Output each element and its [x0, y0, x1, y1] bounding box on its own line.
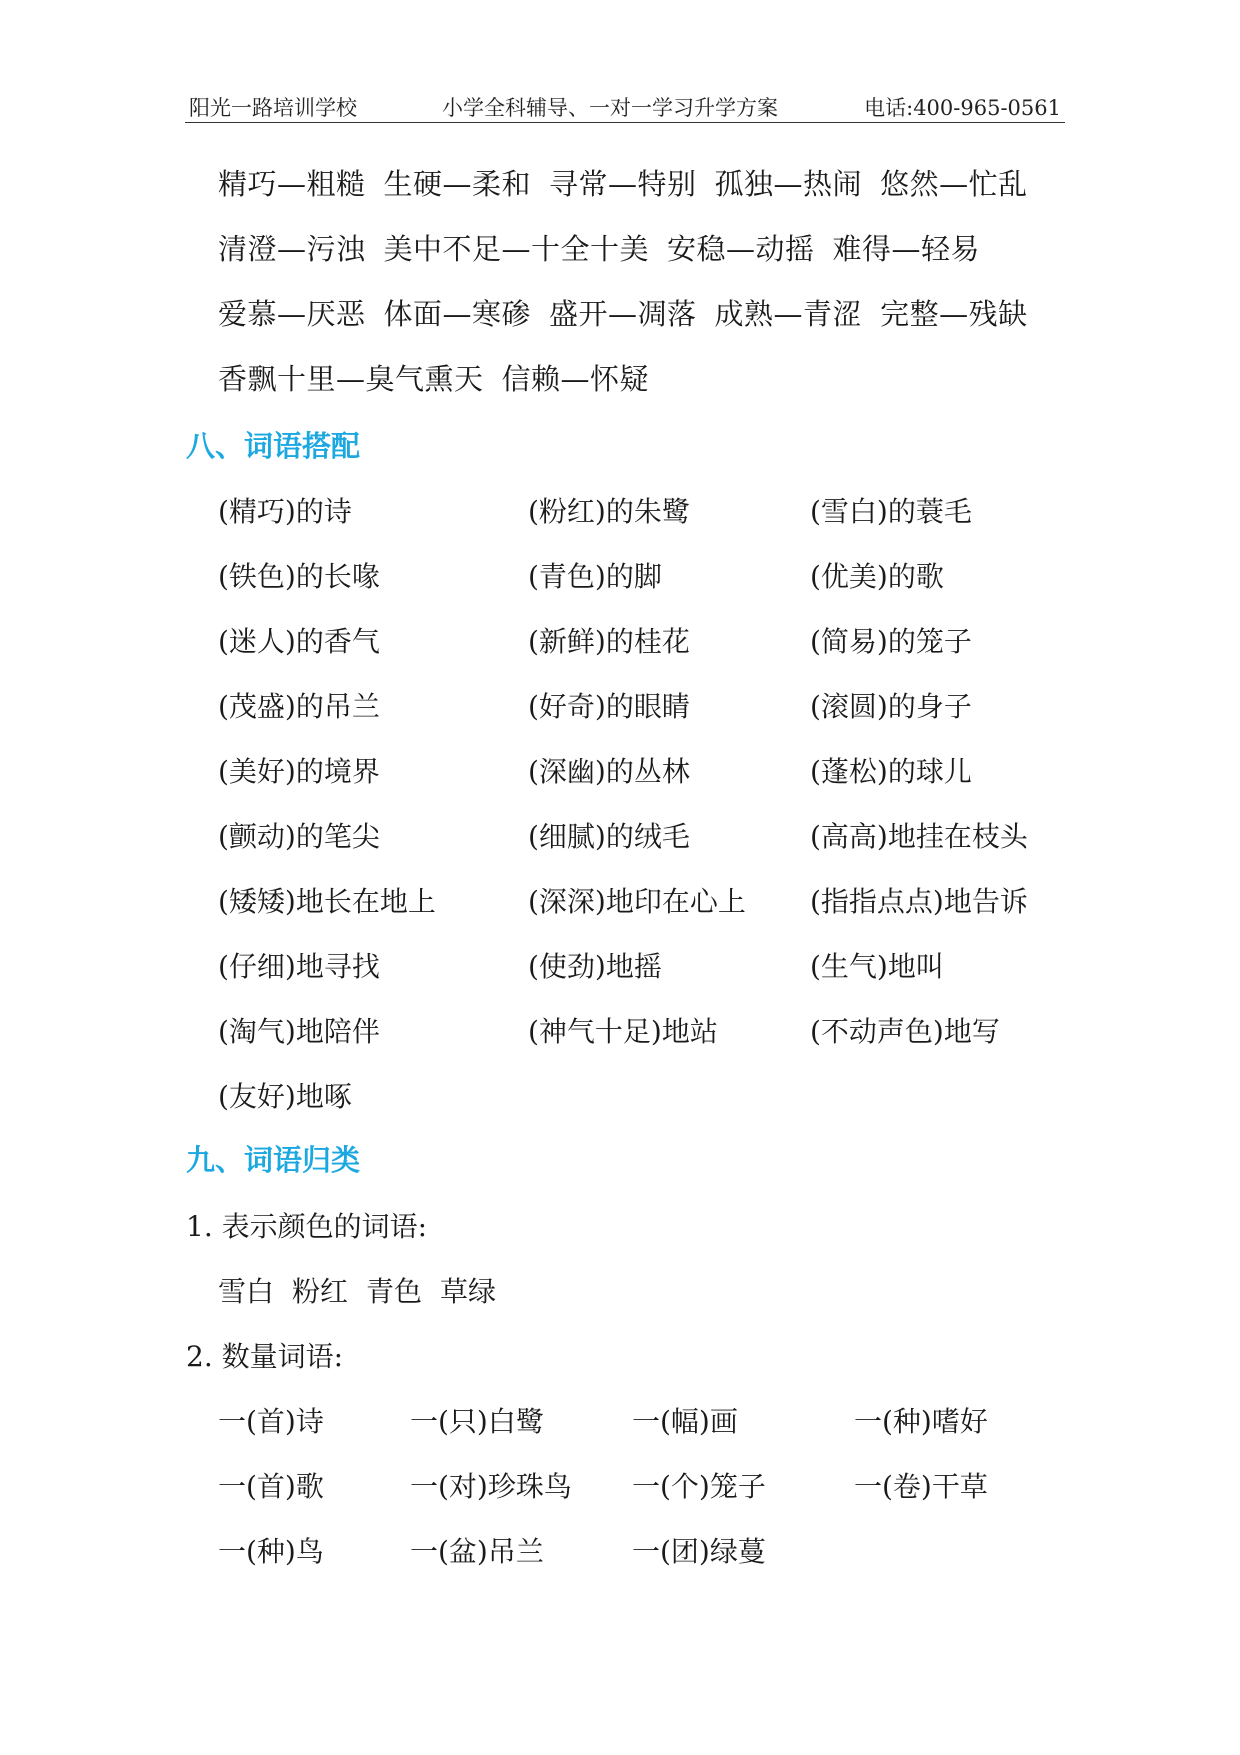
color-word: 草绿 [440, 1275, 497, 1308]
quantity-word: 一(种)嗜好 [854, 1405, 988, 1438]
word-pairing-item: (友好)地啄 [218, 1080, 352, 1113]
antonym-pair: 成熟—青涩 [714, 297, 863, 331]
word-pairing-item: (雪白)的蓑毛 [810, 495, 972, 528]
quantity-word: 一(团)绿蔓 [632, 1535, 766, 1568]
antonym-pair: 精巧—粗糙 [218, 167, 366, 201]
antonym-pair: 信赖—怀疑 [501, 362, 650, 396]
antonym-pair: 难得—轻易 [832, 232, 981, 266]
word-pairing-item: (新鲜)的桂花 [528, 625, 690, 658]
color-word: 雪白 [218, 1275, 275, 1308]
section-9-title: 九、词语归类 [186, 1143, 361, 1177]
word-pairing-item: (美好)的境界 [218, 755, 380, 788]
antonym-pair: 安稳—动摇 [667, 232, 815, 266]
word-pairing-item: (高高)地挂在枝头 [810, 820, 1028, 853]
section-8-title: 八、词语搭配 [186, 429, 361, 463]
word-pairing-item: (滚圆)的身子 [810, 690, 972, 723]
word-pairing-item: (深深)地印在心上 [528, 885, 746, 918]
antonym-pair: 清澄—污浊 [218, 232, 366, 266]
quantity-words-heading: 2. 数量词语: [186, 1340, 344, 1373]
word-pairing-item: (不动声色)地写 [810, 1015, 1000, 1048]
word-pairing-item: (颤动)的笔尖 [218, 820, 380, 853]
antonym-line [218, 357, 667, 398]
word-pairing-item: (茂盛)的吊兰 [218, 690, 380, 723]
quantity-word: 一(种)鸟 [218, 1535, 324, 1568]
quantity-word: 一(首)歌 [218, 1470, 324, 1503]
antonym-pair: 悠然—忙乱 [880, 167, 1028, 201]
quantity-word: 一(只)白鹭 [410, 1405, 544, 1438]
word-pairing-item: (深幽)的丛林 [528, 755, 690, 788]
word-pairing-item: (指指点点)地告诉 [810, 885, 1028, 918]
header-slogan: 小学全科辅导、一对一学习升学方案 [442, 96, 778, 120]
word-pairing-item: (使劲)地摇 [528, 950, 662, 983]
quantity-word: 一(对)珍珠鸟 [410, 1470, 572, 1503]
word-pairing-item: (生气)地叫 [810, 950, 944, 983]
color-words-heading: 1. 表示颜色的词语: [186, 1210, 428, 1243]
word-pairing-item: (神气十足)地站 [528, 1015, 718, 1048]
quantity-word: 一(个)笼子 [632, 1470, 766, 1503]
word-pairing-item: (简易)的笼子 [810, 625, 972, 658]
phone-number: 电话:400-965-0561 [864, 96, 1061, 120]
antonym-line [218, 292, 1046, 333]
word-pairing-item: (仔细)地寻找 [218, 950, 380, 983]
antonym-pair: 完整—残缺 [880, 297, 1028, 331]
quantity-word: 一(卷)干草 [854, 1470, 988, 1503]
quantity-word: 一(盆)吊兰 [410, 1535, 544, 1568]
word-pairing-item: (迷人)的香气 [218, 625, 380, 658]
antonym-line [218, 227, 998, 268]
word-pairing-item: (铁色)的长喙 [218, 560, 380, 593]
word-pairing-item: (好奇)的眼睛 [528, 690, 690, 723]
quantity-word: 一(首)诗 [218, 1405, 324, 1438]
color-words-list [218, 1270, 514, 1310]
antonym-pair: 香飘十里—臭气熏天 [218, 362, 484, 396]
word-pairing-item: (粉红)的朱鹭 [528, 495, 690, 528]
word-pairing-item: (细腻)的绒毛 [528, 820, 690, 853]
antonym-pair: 盛开—凋落 [549, 297, 697, 331]
antonym-pair: 美中不足—十全十美 [383, 232, 650, 266]
word-pairing-item: (优美)的歌 [810, 560, 944, 593]
antonym-line [218, 162, 1046, 203]
page-header [185, 88, 1065, 123]
school-name: 阳光一路培训学校 [189, 96, 357, 120]
word-pairing-item: (矮矮)地长在地上 [218, 885, 436, 918]
antonym-pair: 孤独—热闹 [714, 167, 863, 201]
word-pairing-item: (蓬松)的球儿 [810, 755, 972, 788]
color-word: 粉红 [292, 1275, 349, 1308]
word-pairing-item: (精巧)的诗 [218, 495, 352, 528]
antonym-pair: 寻常—特别 [549, 167, 697, 201]
antonym-pair: 爱慕—厌恶 [218, 297, 366, 331]
antonym-pair: 生硬—柔和 [383, 167, 532, 201]
word-pairing-item: (青色)的脚 [528, 560, 662, 593]
color-word: 青色 [366, 1275, 423, 1308]
antonym-pair: 体面—寒碜 [383, 297, 532, 331]
quantity-word: 一(幅)画 [632, 1405, 738, 1438]
word-pairing-item: (淘气)地陪伴 [218, 1015, 380, 1048]
